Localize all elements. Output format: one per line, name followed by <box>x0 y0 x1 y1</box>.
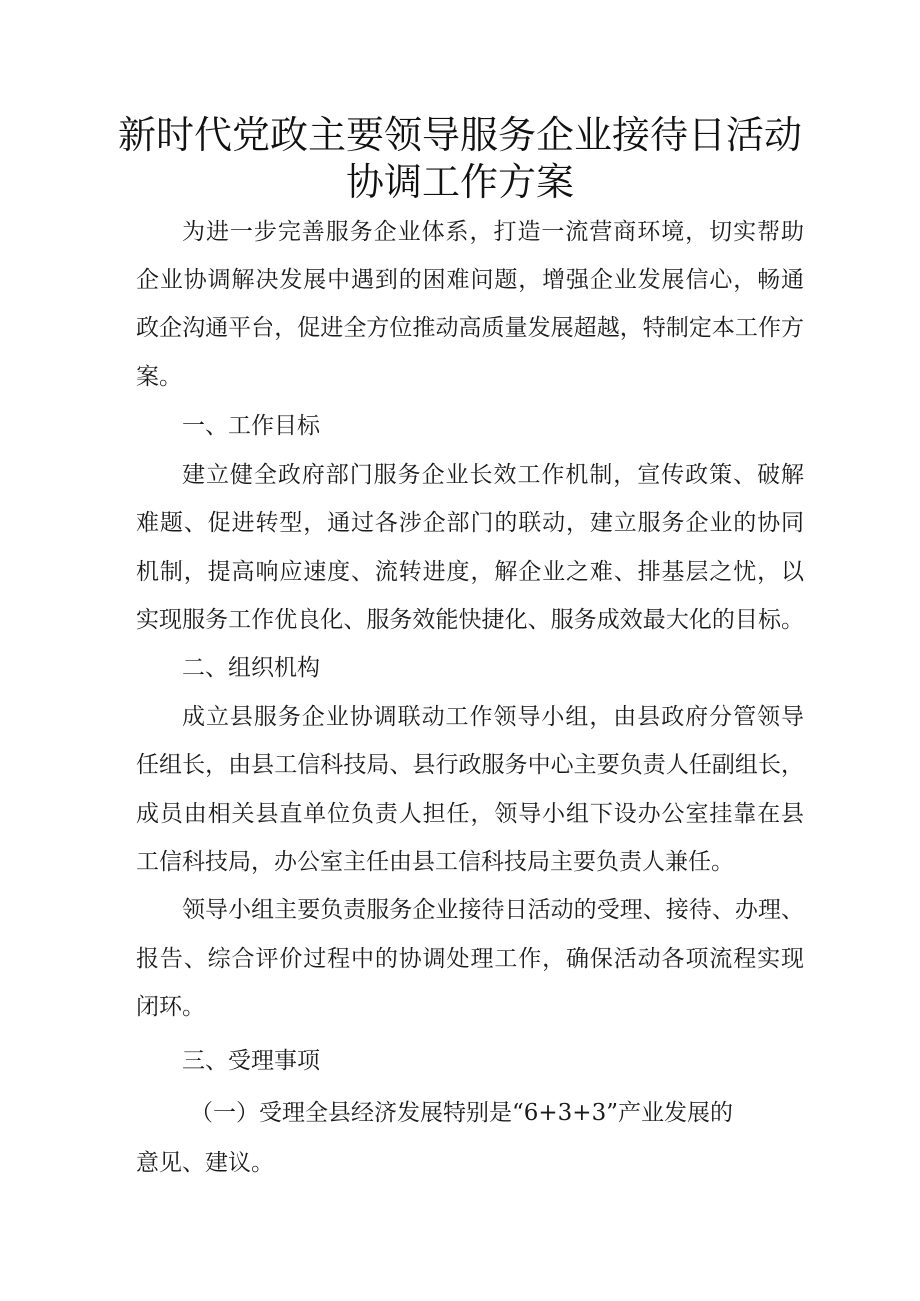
section-heading-organization: 二、组织机构 <box>182 655 320 681</box>
section2-para1-line: 成立县服务企业协调联动工作领导小组，由县政府分管领导 <box>182 704 804 730</box>
section2-para2-line: 领导小组主要负责服务企业接待日活动的受理、接待、办理、 <box>182 897 804 923</box>
section3-item1-line: 意见、建议。 <box>136 1150 274 1176</box>
section-heading-work-goals: 一、工作目标 <box>182 413 320 439</box>
section2-para1-line: 工信科技局，办公室主任由县工信科技局主要负责人兼任。 <box>136 849 734 875</box>
section2-para2-line: 闭环。 <box>136 994 205 1020</box>
section3-item1-line: （一）受理全县经济发展特别是“6+3+3”产业发展的 <box>190 1100 733 1126</box>
section2-para2-line: 报告、综合评价过程中的协调处理工作，确保活动各项流程实现 <box>136 946 804 972</box>
section1-line: 实现服务工作优良化、服务效能快捷化、服务成效最大化的目标。 <box>136 607 804 633</box>
document-title-line-1: 新时代党政主要领导服务企业接待日活动 <box>117 113 802 157</box>
intro-line: 政企沟通平台，促进全方位推动高质量发展超越，特制定本工作方 <box>136 315 804 341</box>
section1-line: 难题、促进转型，通过各涉企部门的联动，建立服务企业的协同 <box>136 510 804 536</box>
section1-line: 建立健全政府部门服务企业长效工作机制，宣传政策、破解 <box>182 462 804 488</box>
intro-line: 案。 <box>136 364 182 390</box>
section2-para1-line: 任组长，由县工信科技局、县行政服务中心主要负责人任副组长， <box>136 752 804 778</box>
section2-para1-line: 成员由相关县直单位负责人担任，领导小组下设办公室挂靠在县 <box>136 801 804 827</box>
document-title-line-2: 协调工作方案 <box>345 160 574 204</box>
section-heading-accepted-matters: 三、受理事项 <box>182 1048 320 1074</box>
intro-line: 企业协调解决发展中遇到的困难问题，增强企业发展信心，畅通 <box>136 267 804 293</box>
intro-line: 为进一步完善服务企业体系，打造一流营商环境，切实帮助 <box>182 219 804 245</box>
section1-line: 机制，提高响应速度、流转进度，解企业之难、排基层之忧，以 <box>136 559 804 585</box>
